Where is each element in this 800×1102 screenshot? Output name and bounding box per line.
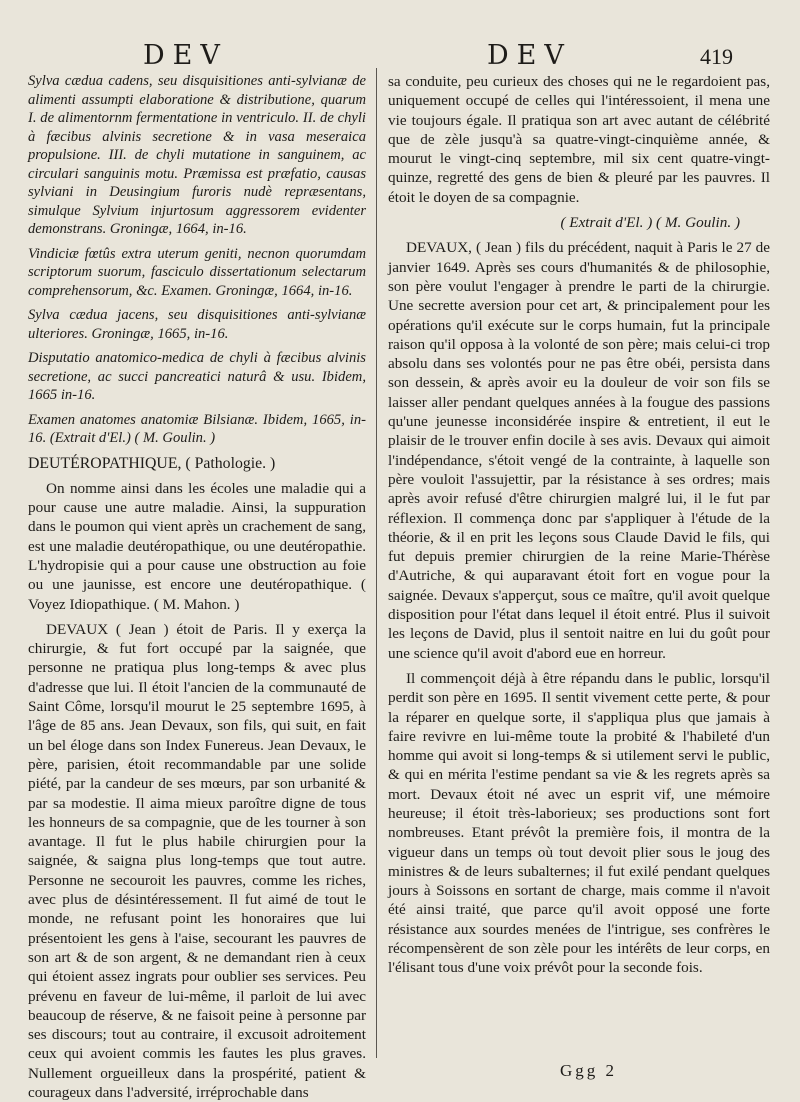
page-number: 419 [700, 44, 733, 69]
right-column [388, 72, 770, 1072]
bibliography-entry: Disputatio anatomico-medica de chyli à fæcibus alvinis secretione, ac succi pancreatici naturâ & usu. Ibidem, 1665 in-16. [28, 350, 366, 403]
running-head-right: DEV [487, 40, 572, 71]
bibliography-entry: Sylva cædua jacens, seu disquisitiones anti-sylvianæ ulteriores. Groningæ, 1665, in-16. [28, 307, 366, 342]
running-head-left: DEV [143, 40, 228, 71]
citation: ( Extrait d'El. ) ( M. Goulin. ) [560, 214, 740, 232]
article-heading: DEUTÉROPATHIQUE, ( Pathologie. ) [28, 454, 276, 472]
bibliography-entry: Sylva cædua cadens, seu disquisitiones anti-sylvianæ de alimenti assumpti elaboratione & distributione, quarum I. de alimentornm fermentatione in ventriculo. II. de chyli à fæcibus alvinis secretione & in vasa meseraica propulsione. III. de chyli mutatione in sanguinem, ac circulari sanguinis motu. Præmissa est præfatio, causas sylviani in Deusingium furoris nudè repræsentans, simulque Sylvium injurtosum aggressorem evidenter demonstrans. Groningæ, 1664, in-16. [28, 73, 366, 237]
article-paragraph: DEVAUX, ( Jean ) fils du précédent, naquit à Paris le 27 de janvier 1649. Après ses cours d'humanités & de philosophie, son père voulut l'engager à prendre le parti de la chirurgie. Une secrette aversion pour cet art, & principalement pour les opérations qu'il exécute sur le corps humain, fut la principale raison qu'il opposa à la volonté de son père; mais celui-ci trop absolu dans ses volontés pour ne pas être obéi, persista dans son dessein, & après avoir eu la douleur de voir son fils se laisser aller pendant quelques années à la fougue des passions qu'une jeunesse inconsidérée inspire & entretient, il eut le plaisir de le trouver enfin docile à ses avis. Devaux qui aimoit l'indépendance, s'étoit vengé de la contrainte, à laquelle son père vouloit l'assujettir, par la résistance à ses ordres; mais après avoir refusé d'être chirurgien malgré lui, il le fut par réflexion. Il commença donc par s'appliquer à l'étude de la théorie, & il en prit les leçons sous Claude David le fils, qui fut depuis premier chirurgien de la reine Marie-Thérèse d'Autriche, & qui auparavant étoit fort en vogue pour la saignée. Devaux s'apperçut, sous ce maître, qu'il avoit quelque disposition pour l'état dans lequel il étoit entré. Plus il suivoit les leçons de David, plus il sentoit naitre en lui du goût pour une science qu'il avoit d'abord eue en horreur. [388, 239, 770, 662]
bibliography-entry: Vindiciæ fœtûs extra uterum geniti, necnon quorumdam scriptorum suorum, fasciculo dissertationum selectarum comprehensorum, &c. Examen. Groningæ, 1664, in-16. [28, 245, 366, 299]
article-paragraph: Il commençoit déjà à être répandu dans le public, lorsqu'il perdit son père en 1695. Il sentit vivement cette perte, & pour la réparer en quelque sorte, il s'appliqua plus que jamais à faire revivre en lui-même toute la probité & l'habileté d'un homme qui avoit si long-temps & si utilement servi le public, & qui en mérita l'estime pendant sa vie & les regrets après sa mort. Devaux étoit né avec un esprit vif, une mémoire heureuse; il étoit très-laborieux; ses productions sont fort nombreuses. Etant prévôt la première fois, il montra de la vigueur dans un temps où tout devoit plier sous le joug des ministres & de leurs subalternes; il fut exilé pendant quelques jours à Soissons en sortant de charge, mais comme il n'avoit été ainsi traité, que parce qu'il avoit opposé une forte résistance aux sourdes menées de l'intrigue, ses confrères le récompensèrent de son zèle pour les intérêts de leur corps, en l'élisant tous d'une voix prévôt pour la seconde fois. [388, 669, 770, 977]
printer-signature: Ggg 2 [560, 1061, 618, 1080]
article-paragraph: DEVAUX ( Jean ) étoit de Paris. Il y exerça la chirurgie, & fut fort occupé par la saignée, que personne ne pratiqua plus long-temps & avec plus d'adresse que lui. Il étoit l'ancien de la communauté de Saint Côme, lorsqu'il mourut le 25 septembre 1695, à l'âge de 85 ans. Jean Devaux, son fils, qui suit, en fait un bel éloge dans son Index Funereus. Jean Devaux, le père, parisien, étoit recommandable par une solide piété, par la candeur de ses mœurs, par son urbanité & par sa modestie. Il aima mieux paroître digne de tous les honneurs de sa compagnie, que de les tourner à son avantage. Il fut le plus habile chirurgien pour la saignée, & saigna plus long-temps que tout autre. Personne ne secouroit les pauvres, comme les riches, avec plus de désintéressement. Il fut aimé de tout le monde, ne refusant point les honoraires que lui présentoient les gens à l'aise, secourant les pauvres de son art & de son argent, & ne demandant rien à ceux qui étoient assez ingrats pour oublier ses services. Peu prévenu en faveur de lui-même, il parloit de lui avec beaucoup de réserve, & ne faisoit peine à personne par ses discours; tout au contraire, il excusoit adroitement ceux qui avoient commis les fautes les plus graves. Nullement orgueilleux dans la prospérité, patient & courageux dans l'adversité, irréprochable dans [28, 620, 366, 1101]
column-divider [376, 68, 377, 1058]
bibliography-entry: Examen anatomes anatomiæ Bilsianæ. Ibidem, 1665, in-16. (Extrait d'El.) ( M. Goulin. ) [28, 411, 366, 446]
article-paragraph: On nomme ainsi dans les écoles une maladie qui a pour cause une autre maladie. Ainsi, la suppuration dans le poumon qui vient après un crachement de sang, est une maladie deutéropathique, ou une deutéropathie. L'hydropisie qui a pour cause une obstruction au foie ou une jaunisse, est encore une deutéropathique. ( Voyez Idiopathique. ( M. Mahon. ) [28, 479, 366, 613]
left-column [28, 72, 366, 1101]
article-paragraph: sa conduite, peu curieux des choses qui ne le regardoient pas, uniquement occupé de celles qui l'intéressoient, il mena une vie toujours égale. Il pratiqua son art avec autant de célébrité que de zèle jusqu'à sa quatre-vingt-cinquième année, & mourut le vingt-cinq septembre, mil six cent quatre-vingt-quinze, regretté des gens de bien & pleuré par les pauvres. Il étoit le doyen de sa compagnie. [388, 73, 770, 206]
